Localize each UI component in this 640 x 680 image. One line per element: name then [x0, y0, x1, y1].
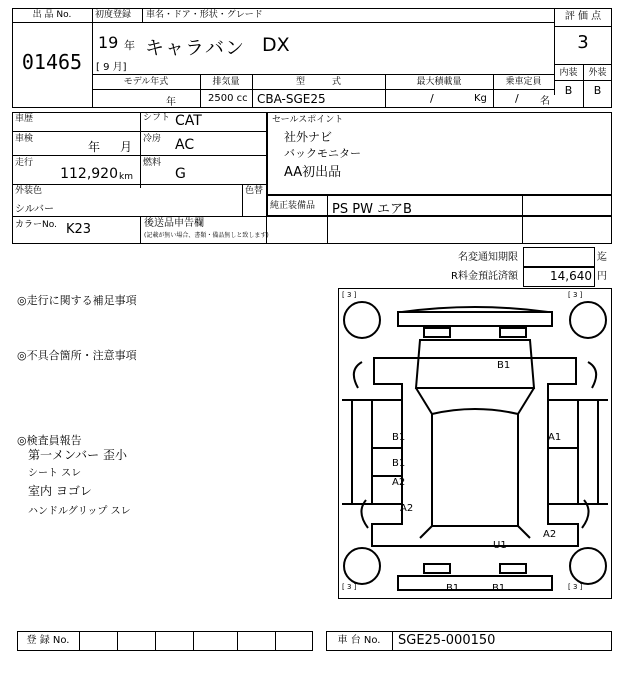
mark-left-rear: A2: [400, 503, 414, 514]
mark-hood: B1: [497, 360, 511, 371]
capacity-label: 乗車定員: [505, 77, 542, 87]
sales-point-3: AA初出品: [284, 165, 342, 180]
inspector-line-2: シート スレ: [28, 468, 82, 479]
fuel-label: 燃料: [143, 158, 162, 168]
exterior-grade: B: [593, 84, 602, 97]
mark-left-mid: B1: [392, 458, 406, 469]
max-load-sep: /: [430, 92, 434, 105]
lot-label: 出 品 No.: [32, 10, 72, 20]
equipment: PS PW エアB: [332, 202, 412, 217]
registration-label: 登 録 No.: [26, 635, 70, 646]
equipment-label: 純正装備品: [270, 201, 316, 211]
name-change-box: [523, 247, 595, 267]
max-load-label: 最大積載量: [416, 77, 462, 87]
corner-label-tr: [ 3 ]: [568, 291, 583, 299]
ac-label: 冷房: [143, 134, 162, 144]
mileage: 112,920: [60, 166, 118, 182]
defects-label: ◎不具合箇所・注意事項: [17, 349, 137, 362]
corner-label-bl: [ 3 ]: [342, 583, 357, 591]
color-change-label: 色替: [245, 186, 264, 196]
color-no: K23: [66, 222, 92, 237]
car-diagram-drawing: [338, 288, 612, 599]
first-reg-month: [ 9 月]: [96, 62, 127, 73]
inspector-line-1: 第一メンバー 歪小: [28, 448, 127, 462]
mark-right-rear: A2: [543, 529, 557, 540]
inspection-year-unit: 年: [88, 140, 101, 154]
documents-label: 後送品申告欄: [144, 218, 204, 229]
mark-tailgate: U1: [493, 540, 507, 551]
model-label: 型 式: [295, 77, 341, 87]
name-change-label: 名変通知期限: [458, 252, 518, 263]
inspection-label: 車検: [15, 134, 34, 144]
capacity-sep: /: [515, 92, 519, 105]
recycle-unit: 円: [597, 271, 607, 282]
displacement-label: 排気量: [212, 77, 240, 87]
mileage-unit: km: [119, 172, 133, 182]
inspector-line-4: ハンドルグリップ スレ: [28, 506, 131, 517]
documents-note: (記載が無い場合、書類・備品無しと致します): [144, 232, 269, 239]
capacity-unit: 名: [540, 96, 550, 107]
displacement: 2500 cc: [208, 93, 248, 104]
car-name: キャラバン: [145, 37, 246, 59]
sales-point-1: 社外ナビ: [284, 130, 333, 144]
mark-rear-bumper-l: B1: [446, 583, 460, 594]
color-no-label: カラーNo.: [15, 220, 57, 230]
exterior-color: シルバー: [15, 204, 55, 215]
mark-left-mid2: A2: [392, 477, 406, 488]
name-label: 車名・ドア・形状・グレード: [146, 10, 263, 20]
sales-point-2: バックモニター: [284, 147, 361, 160]
first-reg-year-unit: 年: [124, 39, 135, 52]
first-reg-year: 19: [98, 33, 119, 52]
inspection-month-unit: 月: [120, 140, 133, 154]
corner-label-tl: [ 3 ]: [342, 291, 357, 299]
lot-number: 01465: [21, 50, 83, 74]
driving-notes-label: ◎走行に関する補足事項: [17, 294, 137, 307]
recycle-label: R料金預託済額: [451, 271, 518, 282]
corner-label-br: [ 3 ]: [568, 583, 583, 591]
history-label: 車歴: [15, 114, 34, 124]
model: CBA-SGE25: [257, 92, 326, 106]
mileage-label: 走行: [15, 158, 34, 168]
mark-rear-bumper-r: B1: [492, 583, 506, 594]
exterior-color-label: 外装色: [15, 186, 43, 196]
fuel: G: [175, 166, 186, 182]
shift: CAT: [175, 113, 202, 129]
exterior-label: 外装: [588, 68, 607, 78]
mark-right-front: A1: [548, 432, 562, 443]
chassis-number: SGE25-000150: [398, 633, 496, 648]
model-year-unit: 年: [166, 97, 176, 108]
name-change-unit: 迄: [597, 252, 607, 263]
first-reg-label: 初度登録: [95, 10, 132, 20]
shift-label: シフト: [143, 113, 171, 123]
sales-points-label: セールスポイント: [272, 115, 344, 125]
interior-label: 内装: [559, 68, 578, 78]
model-year-label: モデル年式: [123, 77, 169, 87]
recycle-value: 14,640: [550, 269, 592, 283]
mark-left-front: B1: [392, 432, 406, 443]
grade: DX: [262, 34, 290, 56]
inspector-label: ◎検査員報告: [17, 434, 82, 447]
interior-grade: B: [564, 84, 573, 97]
chassis-label: 車 台 No.: [337, 635, 381, 646]
score: 3: [577, 32, 589, 53]
score-label: 評 価 点: [564, 11, 602, 22]
max-load-unit: Kg: [474, 93, 487, 104]
inspector-line-3: 室内 ヨゴレ: [28, 484, 92, 498]
ac: AC: [175, 137, 195, 153]
